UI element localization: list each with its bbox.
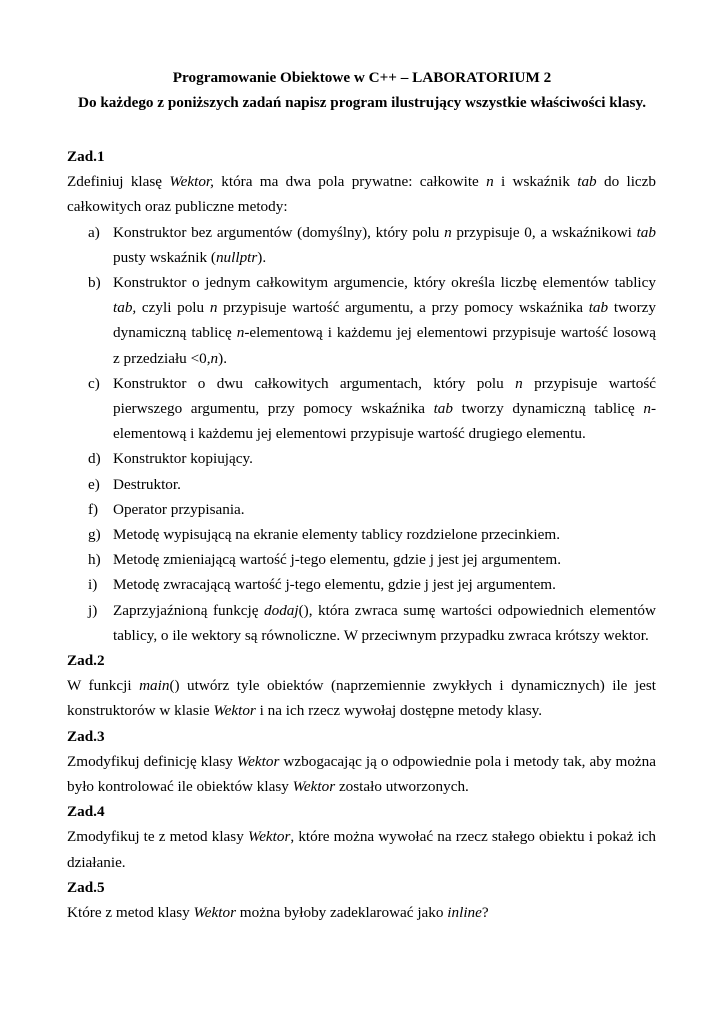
list-item-label: h) [88, 551, 101, 569]
text-run: Zaprzyjaźnioną funkcję [113, 601, 265, 619]
list-item-label: f) [88, 500, 99, 518]
list-item-label: d) [88, 450, 101, 468]
text-run: ). [257, 248, 267, 266]
task-2-heading: Zad.2 [67, 652, 105, 670]
document-subtitle: Do każdego z poniższych zadań napisz program ilustrujący wszystkie właściwości klasy. [78, 94, 646, 111]
task-3-text [67, 749, 656, 799]
emphasis-text: Wektor [193, 904, 236, 922]
emphasis-text: tab [636, 223, 656, 241]
text-run: () utwórz tyle obiektów (naprzemiennie zwykłych i dynamicznych) ile jest konstruktorów w klasie [67, 677, 656, 720]
text-run: można byłoby zadeklarować jako [236, 904, 448, 922]
task-1 [67, 144, 656, 648]
emphasis-text: n [210, 349, 219, 367]
task-1-item [67, 446, 656, 471]
document-title: Programowanie Obiektowe w C++ – LABORATORIUM 2 [172, 69, 552, 86]
text-run: i wskaźnik [493, 173, 578, 191]
task-1-item [67, 598, 656, 648]
task-1-item [67, 220, 656, 270]
emphasis-text: nullptr [215, 248, 258, 266]
list-item-label: i) [88, 576, 98, 594]
task-1-item [67, 371, 656, 447]
text-run: -elementową i każdemu jej elementowi przypisuje wartość losową z przedziału <0, [113, 324, 656, 367]
text-run: , które można wywołać na rzecz stałego obiektu i pokaż ich działanie. [67, 828, 656, 871]
task-1-item [67, 522, 656, 547]
emphasis-text: main [139, 677, 170, 695]
task-1-item [67, 497, 656, 522]
task-1-item [67, 572, 656, 597]
list-item-label: e) [88, 475, 100, 493]
text-run: przypisuje wartość pierwszego argumentu, przy pomocy wskaźnika [113, 374, 656, 418]
text-run: tworzy dynamiczną tablicę [452, 400, 644, 418]
emphasis-text: Wektor [236, 752, 280, 770]
task-5 [67, 875, 656, 925]
document-body [67, 144, 656, 925]
text-run: -elementową i każdemu jej elementowi przypisuje wartość drugiego elementu. [113, 400, 656, 443]
task-1-item [67, 270, 656, 371]
list-item-label: c) [88, 374, 100, 392]
task-4-text [67, 824, 656, 874]
emphasis-text: Wektor, [169, 173, 214, 191]
text-run: wzbogacając ją o odpowiednie pola i metody tak, aby można było kontrolować ile obiektów klasy [67, 752, 656, 796]
task-3-heading: Zad.3 [67, 727, 105, 745]
text-run: do liczb całkowitych oraz publiczne metody: [67, 173, 656, 216]
text-run: Operator przypisania. [113, 500, 245, 518]
text-run: ). [218, 349, 227, 367]
text-run: zostało utworzonych. [335, 778, 469, 796]
task-5-heading: Zad.5 [67, 878, 105, 896]
task-3 [67, 724, 656, 800]
task-1-list [67, 220, 656, 648]
emphasis-text: tab [577, 173, 597, 191]
text-run: Metodę zwracającą wartość j-tego elementu, gdzie j jest jej argumentem. [113, 576, 556, 594]
task-2-text [67, 673, 656, 723]
emphasis-text: n [444, 223, 452, 241]
task-1-item [67, 472, 656, 497]
emphasis-text: tab [433, 400, 453, 418]
task-1-intro [67, 169, 656, 219]
text-run: Które z metod klasy [67, 904, 194, 922]
list-item-label: b) [88, 274, 101, 292]
emphasis-text: n [643, 400, 651, 418]
emphasis-text: tab [588, 299, 609, 317]
task-2 [67, 648, 656, 724]
text-run: Destruktor. [113, 475, 181, 493]
task-4 [67, 799, 656, 875]
emphasis-text: dodaj [264, 601, 299, 619]
text-run: Konstruktor o dwu całkowitych argumentach, który polu [113, 374, 516, 392]
list-item-label: g) [88, 526, 101, 544]
text-run: W funkcji [67, 677, 140, 695]
text-run: i na ich rzecz wywołaj dostępne metody klasy. [255, 702, 543, 720]
task-1-item [67, 547, 656, 572]
text-run: przypisuje wartość argumentu, a przy pomocy wskaźnika [217, 299, 589, 317]
text-run: pusty wskaźnik ( [113, 248, 216, 266]
text-run: Zdefiniuj klasę [67, 173, 170, 191]
text-run: czyli polu [136, 299, 210, 317]
task-1-heading: Zad.1 [67, 148, 105, 165]
text-run: Zmodyfikuj definicję klasy [67, 752, 237, 770]
text-run: przypisuje 0, a wskaźnikowi [451, 223, 637, 241]
emphasis-text: n [486, 173, 494, 191]
task-5-text [67, 900, 656, 925]
text-run: Zmodyfikuj te z metod klasy [67, 828, 248, 846]
text-run: która ma dwa pola prywatne: całkowite [213, 173, 487, 191]
emphasis-text: n [236, 324, 245, 342]
emphasis-text: Wektor [247, 828, 291, 846]
text-run: tworzy dynamiczną tablicę [113, 299, 656, 342]
emphasis-text: tab, [113, 299, 137, 317]
text-run: Konstruktor kopiujący. [113, 450, 253, 468]
list-item-label: a) [88, 223, 100, 241]
emphasis-text: n [515, 374, 523, 392]
emphasis-text: Wektor [213, 702, 256, 720]
emphasis-text: inline [447, 904, 482, 922]
text-run: ? [481, 904, 489, 922]
text-run: (), która zwraca sumę wartości odpowiednich elementów tablicy, o ile wektory są równoliczne. W przeciwnym przypadku zwraca krótszy wektor. [113, 601, 656, 644]
text-run: Metodę wypisującą na ekranie elementy tablicy rozdzielone przecinkiem. [113, 526, 560, 544]
task-4-heading: Zad.4 [67, 803, 105, 821]
emphasis-text: Wektor [292, 778, 336, 796]
text-run: Metodę zmieniającą wartość j-tego elementu, gdzie j jest jej argumentem. [113, 551, 562, 569]
text-run: Konstruktor o jednym całkowitym argumencie, który określa liczbę elementów tablicy [113, 274, 656, 292]
text-run: Konstruktor bez argumentów (domyślny), który polu [113, 223, 445, 241]
list-item-label: j) [88, 601, 98, 619]
emphasis-text: n [209, 299, 218, 317]
